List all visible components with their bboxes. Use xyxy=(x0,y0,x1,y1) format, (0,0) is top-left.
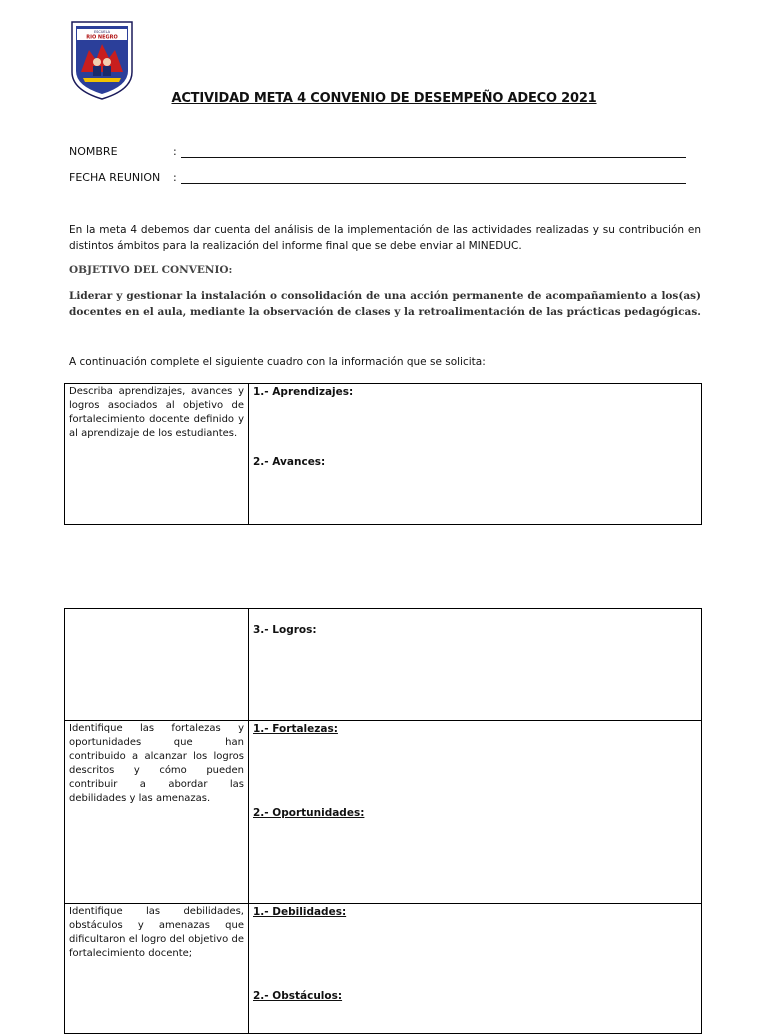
weaknesses-item-label: 1.- Debilidades: xyxy=(253,906,347,918)
strengths-item-label: 1.- Fortalezas: xyxy=(253,723,338,735)
weaknesses-prompt: Identifique las debilidades, obstáculos y amenazas que dificultaron el logro del objetivo de fortalecimiento docente; xyxy=(65,904,249,1034)
learning-table xyxy=(64,383,702,525)
analysis-table xyxy=(64,608,702,1034)
objective-heading: OBJETIVO DEL CONVENIO: xyxy=(69,264,233,276)
name-label: NOMBRE xyxy=(69,145,118,158)
achievements-item-label: 3.- Logros: xyxy=(253,624,317,636)
name-colon: : xyxy=(173,145,177,158)
opportunities-item-label: 2.- Oportunidades: xyxy=(253,807,365,819)
progress-item-label: 2.- Avances: xyxy=(253,456,326,468)
meeting-date-blank-line[interactable] xyxy=(181,183,686,184)
obstacles-item-label: 2.- Obstáculos: xyxy=(253,990,343,1002)
meeting-date-label: FECHA REUNION xyxy=(69,171,161,184)
name-blank-line[interactable] xyxy=(181,157,686,158)
objective-text: Liderar y gestionar la instalación o consolidación de una acción permanente de acompañamiento a los(as) docentes en el aula, mediante la observación de clases y la retroalimentación de las prácticas pedagógicas. xyxy=(69,290,701,318)
svg-text:ESCUELA: ESCUELA xyxy=(93,30,111,34)
meeting-date-colon: : xyxy=(173,171,177,184)
strengths-prompt: Identifique las fortalezas y oportunidades que han contribuido a alcanzar los logros descritos y cómo pueden contribuir a abordar las debilidades y las amenazas. xyxy=(65,721,249,904)
table-intro-text: A continuación complete el siguiente cuadro con la información que se solicita: xyxy=(69,356,486,368)
learning-prompt: Describa aprendizajes, avances y logros asociados al objetivo de fortalecimiento docente definido y al aprendizaje de los estudiantes. xyxy=(65,384,249,525)
svg-text:RIO NEGRO: RIO NEGRO xyxy=(86,34,118,41)
school-crest-logo xyxy=(69,20,135,100)
learning-answer-cell[interactable] xyxy=(249,384,702,525)
learning-item-label: 1.- Aprendizajes: xyxy=(253,386,354,398)
achievements-answer-cell[interactable] xyxy=(249,609,702,721)
goal-paragraph: En la meta 4 debemos dar cuenta del análisis de la implementación de las actividades realizadas y su contribución en distintos ámbitos para la realización del informe final que se debe enviar al MINEDUC. xyxy=(69,224,701,252)
document-title: ACTIVIDAD META 4 CONVENIO DE DESEMPEÑO ADECO 2021 xyxy=(171,91,597,106)
achievements-prompt-cell xyxy=(65,609,249,721)
weaknesses-answer-cell[interactable] xyxy=(249,904,702,1034)
strengths-answer-cell[interactable] xyxy=(249,721,702,904)
